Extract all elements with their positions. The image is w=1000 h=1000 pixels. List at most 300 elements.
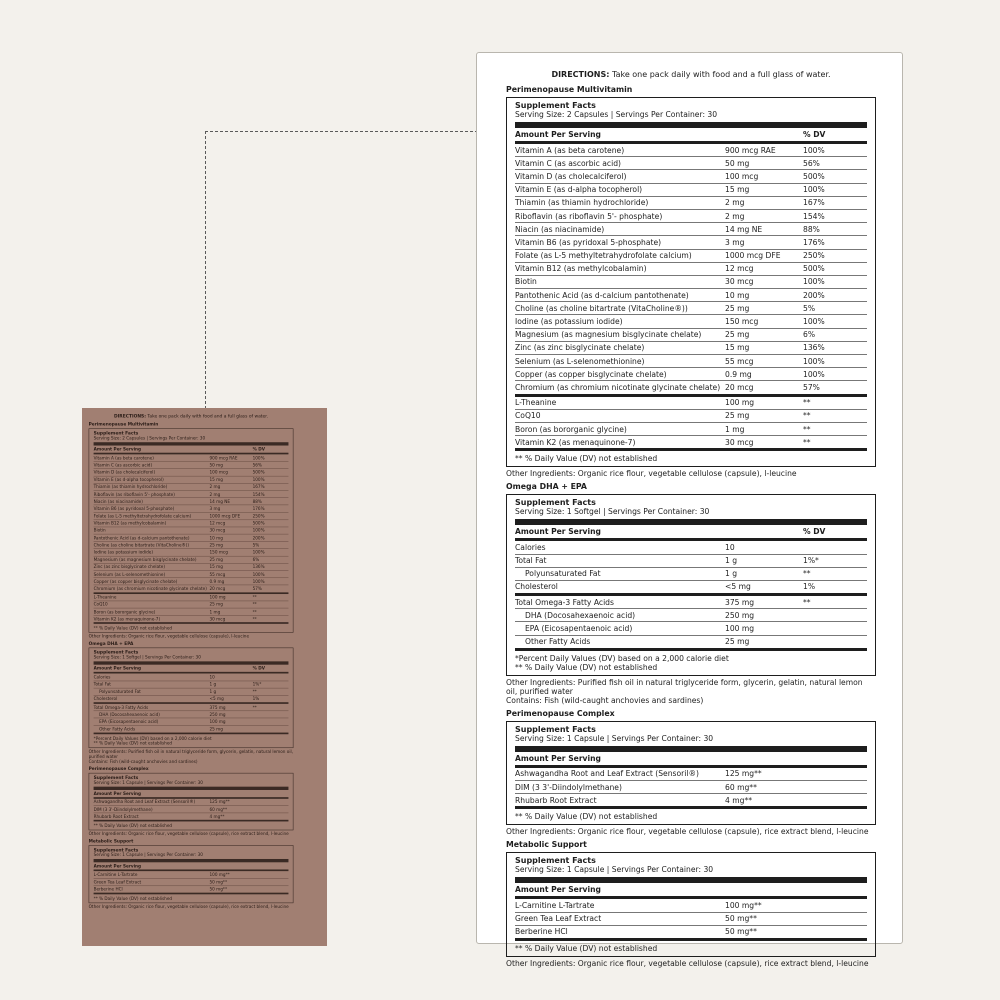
nutrient-name: Rhubarb Root Extract <box>93 814 139 820</box>
nutrient-name: Pantothenic Acid (as d-calcium pantothenate) <box>515 290 689 300</box>
nutrient-dv <box>803 769 843 778</box>
amount-per-serving-label: Amount Per Serving <box>515 885 601 895</box>
nutrient-dv: ** <box>803 398 811 408</box>
nutrient-dv: 56% <box>252 462 262 468</box>
nutrient-dv <box>253 727 275 732</box>
supplement-facts-box <box>89 428 294 632</box>
nutrient-dv: 5% <box>252 542 260 548</box>
nutrient-name: Vitamin E (as d-alpha tocopherol) <box>515 185 643 195</box>
serving-info: Serving Size: 1 Softgel | Servings Per Container: 30 <box>94 655 289 665</box>
nutrient-row <box>515 636 867 648</box>
other-ingredients-text: Other Ingredients: Organic rice flour, vegetable cellulose (capsule), l-leucine <box>88 633 250 639</box>
nutrient-name: DHA (Docosahexaenoic acid) <box>99 712 160 718</box>
nutrient-amount: 0.9 mg <box>725 369 752 379</box>
nutrient-row <box>94 806 289 813</box>
nutrient-name: Choline (as choline bitartrate (VitaCholine®)) <box>93 542 190 548</box>
nutrient-dv: 200% <box>252 535 265 541</box>
nutrient-amount: 25 mg <box>209 557 223 563</box>
nutrient-amount: 10 <box>725 542 735 552</box>
dv-header-label <box>803 754 843 763</box>
nutrient-name: Total Fat <box>515 556 547 566</box>
nutrient-row <box>515 355 867 368</box>
nutrient-row <box>515 596 867 609</box>
nutrient-name: Pantothenic Acid (as d-calcium pantothenate) <box>93 535 190 541</box>
nutrient-row <box>515 410 867 423</box>
other-ingredients <box>89 634 294 639</box>
nutrient-row <box>515 913 867 926</box>
amount-per-serving-label: Amount Per Serving <box>93 790 142 796</box>
amount-header-row <box>94 790 289 799</box>
footnote-line: ** % Daily Value (DV) not established <box>515 812 658 822</box>
nutrient-amount: <5 mg <box>209 696 224 702</box>
section-title: Metabolic Support <box>88 838 134 844</box>
nutrient-dv: 136% <box>803 343 825 353</box>
dv-header-label: % DV <box>803 130 826 139</box>
directions-text <box>89 414 294 419</box>
nutrient-row <box>515 555 867 568</box>
nutrient-row <box>94 469 289 476</box>
footnotes <box>515 648 867 673</box>
other-ingredients-text: Other Ingredients: Purified fish oil in natural triglyceride form, glycerin, gelatin, natural lemon oil, purified water <box>506 677 863 696</box>
nutrient-row <box>94 871 289 878</box>
nutrient-row <box>515 609 867 622</box>
amount-per-serving-label: Amount Per Serving <box>93 446 142 452</box>
nutrient-row <box>94 520 289 527</box>
nutrient-amount: 1 g <box>209 689 217 695</box>
nutrient-name: Vitamin B12 (as methylcobalamin) <box>515 264 647 274</box>
amount-header-row <box>94 863 289 872</box>
other-ingredients <box>506 827 876 836</box>
nutrient-dv: 176% <box>252 506 265 512</box>
nutrient-name: Total Omega-3 Fatty Acids <box>93 704 149 710</box>
nutrient-name: Choline (as choline bitartrate (VitaCholine®)) <box>515 303 688 313</box>
other-ingredients-text: Other Ingredients: Organic rice flour, vegetable cellulose (capsule), l-leucine <box>506 469 797 479</box>
nutrient-group <box>94 799 289 820</box>
nutrient-amount: 50 mg** <box>209 886 228 892</box>
nutrient-name: Folate (as L-5 methyltetrahydrofolate calcium) <box>93 513 192 519</box>
nutrient-amount: 2 mg <box>725 198 745 208</box>
nutrient-group <box>94 871 289 892</box>
footnotes <box>94 732 289 746</box>
supplement-facts-box <box>89 648 294 748</box>
nutrient-row <box>94 674 289 681</box>
nutrient-name: Vitamin C (as ascorbic acid) <box>93 462 153 468</box>
dv-header-label: % DV <box>252 665 265 671</box>
supplement-facts-heading: Supplement Facts <box>515 856 596 866</box>
nutrient-dv <box>803 637 843 646</box>
nutrient-row <box>515 436 867 448</box>
section-title: Perimenopause Multivitamin <box>506 85 633 94</box>
nutrient-row <box>94 498 289 505</box>
nutrient-dv <box>253 879 275 884</box>
nutrient-name: Total Omega-3 Fatty Acids <box>515 597 614 607</box>
nutrient-name: Other Fatty Acids <box>525 637 591 647</box>
amount-column-spacer <box>210 447 253 452</box>
nutrient-amount: 1000 mcg DFE <box>209 513 241 519</box>
nutrient-amount: 2 mg <box>209 484 221 490</box>
supplement-facts-heading: Supplement Facts <box>515 101 596 110</box>
supplement-facts-heading: Supplement Facts <box>93 847 139 853</box>
supplement-facts-box <box>506 494 876 676</box>
other-ingredients-text: Other Ingredients: Organic rice flour, vegetable cellulose (capsule), rice extract blend, l-leucine <box>506 827 869 837</box>
nutrient-amount: 30 mcg <box>209 616 226 622</box>
nutrient-row <box>515 581 867 593</box>
nutrient-amount: 25 mg <box>725 303 750 313</box>
other-ingredients-text: Other Ingredients: Organic rice flour, vegetable cellulose (capsule), rice extract blend, l-leucine <box>88 904 289 910</box>
nutrient-name: Rhubarb Root Extract <box>515 795 597 805</box>
nutrient-dv: 57% <box>252 586 262 592</box>
nutrient-row <box>515 423 867 436</box>
nutrient-dv: 136% <box>252 564 265 570</box>
nutrient-name: CoQ10 <box>93 601 108 607</box>
nutrient-dv <box>803 927 843 936</box>
nutrient-dv: 167% <box>803 198 825 208</box>
nutrient-amount: 250 mg <box>209 712 226 718</box>
nutrient-amount: 20 mcg <box>209 586 226 592</box>
footnotes <box>94 893 289 902</box>
nutrient-amount: 150 mcg <box>209 549 228 555</box>
nutrient-amount: 375 mg <box>725 597 755 607</box>
nutrient-amount: 50 mg** <box>725 914 757 924</box>
nutrient-row <box>515 397 867 410</box>
amount-column-spacer <box>210 666 253 671</box>
nutrient-dv: ** <box>803 437 811 447</box>
nutrient-amount: 1 mg <box>209 609 221 615</box>
nutrient-amount: 4 mg** <box>725 795 753 805</box>
nutrient-dv: 200% <box>803 290 825 300</box>
nutrient-row <box>94 681 289 688</box>
nutrient-dv: 100% <box>252 455 265 461</box>
nutrient-name: Vitamin B6 (as pyridoxal 5-phosphate) <box>515 237 662 247</box>
serving-info: Serving Size: 1 Softgel | Servings Per Container: 30 <box>515 507 867 525</box>
nutrient-dv: 1% <box>252 696 260 702</box>
supplement-facts-heading: Supplement Facts <box>93 430 139 436</box>
footnote-line: ** % Daily Value (DV) not established <box>93 740 173 746</box>
nutrient-row <box>94 476 289 483</box>
nutrient-amount: 100 mg <box>725 624 755 634</box>
nutrient-dv <box>803 624 843 633</box>
nutrient-dv: 250% <box>803 251 825 261</box>
serving-info: Serving Size: 2 Capsules | Servings Per Container: 30 <box>515 110 867 128</box>
section-title: Perimenopause Complex <box>88 766 149 772</box>
nutrient-dv: 100% <box>803 317 825 327</box>
other-ingredients <box>506 469 876 478</box>
nutrient-group <box>94 674 289 704</box>
nutrient-row <box>94 483 289 490</box>
amount-column-spacer <box>210 864 253 869</box>
nutrient-name: Vitamin B12 (as methylcobalamin) <box>93 520 167 526</box>
nutrient-name: EPA (Eicosapentaenoic acid) <box>525 624 633 634</box>
nutrient-dv: 250% <box>252 513 265 519</box>
directions-text <box>506 70 876 79</box>
other-ingredients <box>89 904 294 909</box>
nutrient-dv: ** <box>252 704 257 710</box>
amount-per-serving-label: Amount Per Serving <box>515 527 601 537</box>
directions-body: Take one pack daily with food and a full glass of water. <box>147 413 269 419</box>
nutrient-dv: 167% <box>252 484 265 490</box>
nutrient-dv <box>253 712 275 717</box>
nutrient-amount: 55 mcg <box>725 356 754 366</box>
serving-info: Serving Size: 1 Capsule | Servings Per Container: 30 <box>515 865 867 883</box>
nutrient-amount: 125 mg** <box>725 769 762 779</box>
nutrient-dv: 1%* <box>803 556 819 566</box>
nutrient-row <box>94 726 289 733</box>
nutrient-dv <box>803 796 843 805</box>
nutrient-amount: 60 mg** <box>725 782 757 792</box>
supplement-facts-box <box>89 773 294 831</box>
nutrient-name: Berberine HCl <box>515 927 568 937</box>
nutrient-name: Biotin <box>93 528 106 534</box>
nutrient-group <box>515 596 867 648</box>
nutrient-name: Biotin <box>515 277 537 287</box>
nutrient-amount: 100 mg** <box>209 872 230 878</box>
nutrient-row <box>94 513 289 520</box>
nutrient-row <box>94 578 289 585</box>
supplement-facts-box <box>89 845 294 903</box>
nutrient-dv <box>253 719 275 724</box>
footnote-line: *Percent Daily Values (DV) based on a 2,000 calorie diet <box>515 653 729 663</box>
nutrient-name: Calories <box>515 542 546 552</box>
nutrient-dv <box>253 675 275 680</box>
nutrient-name: Magnesium (as magnesium bisglycinate chelate) <box>93 557 197 563</box>
nutrient-dv: ** <box>252 594 257 600</box>
nutrient-amount: 30 mcg <box>209 528 226 534</box>
nutrient-name: Other Fatty Acids <box>99 726 136 732</box>
nutrient-amount: 250 mg <box>725 610 755 620</box>
nutrient-row <box>94 616 289 623</box>
nutrient-group <box>515 768 867 807</box>
nutrient-row <box>94 491 289 498</box>
nutrient-name: Polyunsaturated Fat <box>99 689 141 695</box>
nutrient-amount: 12 mcg <box>725 264 754 274</box>
directions-body: Take one pack daily with food and a full glass of water. <box>612 70 831 79</box>
supplement-facts-panel <box>476 52 903 968</box>
nutrient-row <box>94 711 289 718</box>
nutrient-name: Copper (as copper bisglycinate chelate) <box>515 369 667 379</box>
nutrient-amount: 20 mcg <box>725 382 754 392</box>
nutrient-dv: 500% <box>252 520 265 526</box>
nutrient-dv: 100% <box>803 185 825 195</box>
nutrient-dv <box>253 807 275 812</box>
nutrient-amount: 0.9 mg <box>209 578 225 584</box>
nutrient-row <box>94 594 289 601</box>
nutrient-name: Calories <box>93 674 111 680</box>
nutrient-row <box>94 886 289 893</box>
nutrient-dv: 154% <box>252 491 265 497</box>
nutrient-amount: 3 mg <box>725 237 745 247</box>
nutrient-name: Copper (as copper bisglycinate chelate) <box>93 578 178 584</box>
nutrient-row <box>515 223 867 236</box>
nutrient-amount: 60 mg** <box>209 806 228 812</box>
nutrient-name: Selenium (as L-selenomethionine) <box>515 356 645 366</box>
nutrient-amount: 100 mg <box>209 719 226 725</box>
nutrient-row <box>94 879 289 886</box>
nutrient-name: Thiamin (as thiamin hydrochloride) <box>93 484 168 490</box>
nutrient-amount: 100 mcg <box>209 469 228 475</box>
nutrient-dv: 176% <box>803 237 825 247</box>
nutrient-name: L-Theanine <box>515 398 557 408</box>
nutrient-row <box>94 601 289 608</box>
supplement-facts-box <box>506 852 876 957</box>
nutrient-amount: 100 mg <box>725 398 755 408</box>
dv-header-label: % DV <box>803 527 826 537</box>
footnotes <box>515 938 867 954</box>
nutrient-name: DIM (3 3'-Diindolylmethane) <box>93 806 153 812</box>
nutrient-amount: 100 mg <box>209 594 226 600</box>
nutrient-name: Green Tea Leaf Extract <box>515 914 602 924</box>
nutrient-row <box>515 568 867 581</box>
nutrient-dv: 100% <box>252 528 265 534</box>
section-title: Metabolic Support <box>506 840 587 850</box>
section-title: Omega DHA + EPA <box>88 641 134 647</box>
nutrient-dv: ** <box>252 601 257 607</box>
nutrient-row <box>515 315 867 328</box>
nutrient-amount: 100 mcg <box>725 171 759 181</box>
nutrient-row <box>515 368 867 381</box>
nutrient-row <box>94 556 289 563</box>
other-ingredients-text: Other Ingredients: Organic rice flour, vegetable cellulose (capsule), rice extract blend, l-leucine <box>506 958 869 968</box>
nutrient-amount: 1 g <box>725 556 738 566</box>
nutrient-dv: 100% <box>252 549 265 555</box>
nutrient-row <box>94 462 289 469</box>
nutrient-row <box>94 813 289 820</box>
nutrient-row <box>515 768 867 781</box>
nutrient-dv <box>253 800 275 805</box>
nutrient-amount: 3 mg <box>209 506 221 512</box>
nutrient-group <box>94 594 289 623</box>
nutrient-row <box>515 263 867 276</box>
nutrient-amount: 1000 mcg DFE <box>725 251 781 261</box>
amount-per-serving-label: Amount Per Serving <box>93 863 142 869</box>
supplement-facts-box <box>506 97 876 467</box>
nutrient-name: Boron (as bororganic glycine) <box>515 424 627 434</box>
nutrient-row <box>515 289 867 302</box>
nutrient-dv <box>253 872 275 877</box>
nutrient-name: Zinc (as zinc bisglycinate chelate) <box>515 343 645 353</box>
nutrient-amount: 30 mcg <box>725 277 754 287</box>
nutrient-row <box>94 564 289 571</box>
serving-info: Serving Size: 1 Capsule | Servings Per Container: 30 <box>94 853 289 863</box>
nutrient-row <box>94 534 289 541</box>
footnotes <box>94 622 289 631</box>
nutrient-row <box>515 236 867 249</box>
nutrient-name: Cholesterol <box>515 582 558 592</box>
contains-text: Contains: Fish (wild-caught anchovies and sardines) <box>88 758 198 764</box>
nutrient-row <box>515 926 867 938</box>
nutrient-name: Boron (as bororganic glycine) <box>93 609 156 615</box>
nutrient-name: Chromium (as chromium nicotinate glycinate chelate) <box>515 382 721 392</box>
nutrient-dv: 5% <box>803 303 816 313</box>
nutrient-dv <box>253 887 275 892</box>
serving-info: Serving Size: 1 Capsule | Servings Per Container: 30 <box>94 780 289 790</box>
dv-header-label <box>253 791 275 796</box>
nutrient-amount: 900 mcg RAE <box>725 145 776 155</box>
nutrient-amount: 10 <box>209 674 215 680</box>
nutrient-dv: 1% <box>803 582 816 592</box>
nutrient-dv: 154% <box>803 211 825 221</box>
nutrient-dv: 100% <box>252 571 265 577</box>
nutrient-dv: 500% <box>252 469 265 475</box>
nutrient-name: Vitamin C (as ascorbic acid) <box>515 158 621 168</box>
nutrient-row <box>515 144 867 157</box>
nutrient-dv: 6% <box>803 330 816 340</box>
nutrient-amount: 25 mg <box>725 411 750 421</box>
nutrient-name: Selenium (as L-selenomethionine) <box>93 571 166 577</box>
nutrient-name: Vitamin B6 (as pyridoxal 5-phosphate) <box>93 506 175 512</box>
nutrient-row <box>515 302 867 315</box>
supplement-facts-heading: Supplement Facts <box>515 724 596 734</box>
amount-header-row <box>515 525 867 541</box>
nutrient-row <box>515 157 867 170</box>
callout-connector-line <box>205 131 478 409</box>
nutrient-amount: 2 mg <box>725 211 745 221</box>
nutrient-name: Niacin (as niacinamide) <box>93 498 143 504</box>
nutrient-amount: 100 mg** <box>725 900 762 910</box>
nutrient-amount: 15 mg <box>209 477 223 483</box>
other-ingredients <box>89 749 294 764</box>
nutrient-dv: 100% <box>252 578 265 584</box>
nutrient-name: CoQ10 <box>515 411 541 421</box>
amount-column-spacer <box>210 791 253 796</box>
dv-header-label <box>803 885 843 894</box>
nutrient-row <box>515 250 867 263</box>
other-ingredients <box>506 959 876 968</box>
nutrient-row <box>94 704 289 711</box>
amount-per-serving-label: Amount Per Serving <box>515 130 601 139</box>
nutrient-row <box>94 542 289 549</box>
nutrient-amount: 25 mg <box>209 726 223 732</box>
nutrient-name: Folate (as L-5 methyltetrahydrofolate calcium) <box>515 251 692 261</box>
nutrient-dv: 57% <box>803 382 820 392</box>
section-title: Omega DHA + EPA <box>506 482 587 492</box>
nutrient-name: Ashwagandha Root and Leaf Extract (Sensoril®) <box>515 769 700 779</box>
nutrient-dv: 6% <box>252 557 260 563</box>
nutrient-amount: 375 mg <box>209 704 226 710</box>
nutrient-row <box>94 505 289 512</box>
nutrient-amount: 14 mg NE <box>725 224 763 234</box>
nutrient-amount: 50 mg <box>209 462 223 468</box>
nutrient-amount: 50 mg** <box>725 927 757 937</box>
nutrient-name: Berberine HCl <box>93 886 123 892</box>
nutrient-name: Vitamin A (as beta carotene) <box>93 455 154 461</box>
nutrient-name: Vitamin E (as d-alpha tocopherol) <box>93 477 164 483</box>
nutrient-row <box>94 799 289 806</box>
amount-column-spacer <box>725 754 803 763</box>
nutrient-row <box>515 794 867 806</box>
nutrient-amount: 15 mg <box>725 343 750 353</box>
nutrient-amount: 1 g <box>725 569 738 579</box>
thumbnail-label-body <box>89 414 294 910</box>
section-title: Perimenopause Multivitamin <box>88 421 159 427</box>
directions-label: DIRECTIONS: <box>551 70 610 79</box>
nutrient-name: Vitamin D (as cholecalciferol) <box>515 171 627 181</box>
nutrient-dv: 100% <box>803 145 825 155</box>
nutrient-amount: 25 mg <box>725 637 750 647</box>
nutrient-name: DIM (3 3'-Diindolylmethane) <box>515 782 622 792</box>
nutrient-row <box>515 781 867 794</box>
nutrient-dv: 100% <box>803 369 825 379</box>
other-ingredients <box>89 832 294 837</box>
product-label-thumbnail <box>82 408 327 946</box>
nutrient-group <box>94 704 289 733</box>
nutrient-row <box>515 170 867 183</box>
supplement-facts-heading: Supplement Facts <box>93 649 139 655</box>
nutrient-dv: 56% <box>803 158 820 168</box>
nutrient-amount: 125 mg** <box>209 799 230 805</box>
nutrient-amount: 10 mg <box>725 290 750 300</box>
nutrient-row <box>515 329 867 342</box>
amount-column-spacer <box>725 885 803 894</box>
